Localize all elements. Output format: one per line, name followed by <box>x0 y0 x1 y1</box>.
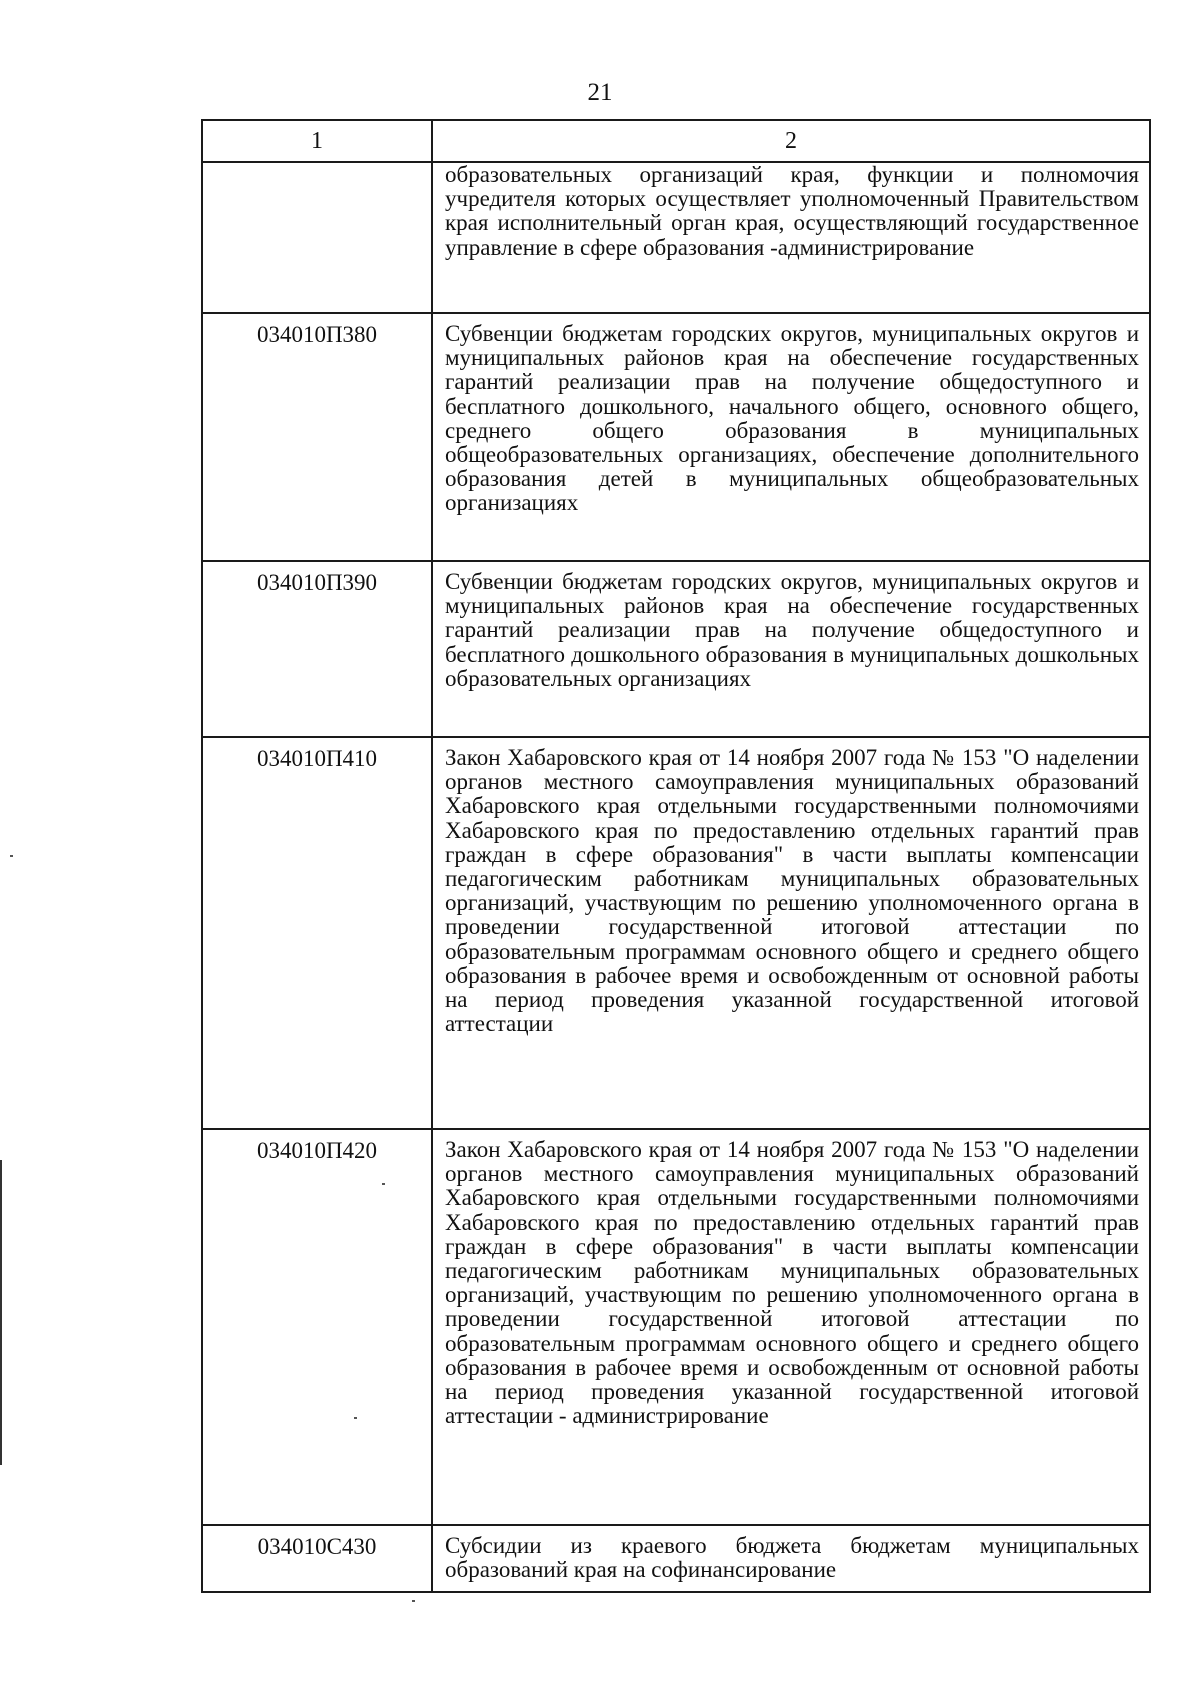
row-code: 034010П410 <box>202 737 432 1129</box>
table-row <box>202 1525 1150 1592</box>
row-description <box>432 1129 1150 1525</box>
column-header-code: 1 <box>202 120 432 162</box>
row-description <box>432 162 1150 313</box>
scan-speck <box>10 855 13 857</box>
budget-code-table <box>201 119 1151 1593</box>
scan-speck <box>354 1417 357 1419</box>
row-description <box>432 561 1150 737</box>
row-description-text: Закон Хабаровского края от 14 ноября 2007 года № 153 "О наделении органов местного самоуправления муниципальных образований Хабаровского края отдельными государственными полномочиями Хабаровского края по предоставлению отдельных гарантий прав граждан в сфере образования" в части выплаты компенсации педагогическим работникам муниципальных образовательных организаций, участвующим по решению уполномоченного органа в проведении государственной итоговой аттестации по образовательным программам основного общего и среднего общего образования в рабочее время и освобожденным от основной работы на период проведения указанной государственной итоговой аттестации - администрирование <box>445 1137 1139 1429</box>
table-row <box>202 737 1150 1129</box>
table-row <box>202 1129 1150 1525</box>
row-description-text: образовательных организаций края, функции и полномочия учредителя которых осуществляет уполномоченный Правительством края исполнительный орган края, осуществляющий государственное управление в сфере образования -администрирование <box>445 162 1139 260</box>
column-header-description: 2 <box>432 120 1150 162</box>
row-description-text: Субсидии из краевого бюджета бюджетам муниципальных образований края на софинансирование <box>445 1533 1139 1583</box>
row-code: 034010П390 <box>202 561 432 737</box>
scan-speck <box>382 1183 385 1185</box>
row-description-text: Субвенции бюджетам городских округов, муниципальных округов и муниципальных районов края на обеспечение государственных гарантий реализации прав на получение общедоступного и бесплатного дошкольного образования в муниципальных дошкольных образовательных организациях <box>445 569 1139 691</box>
row-description-text: Субвенции бюджетам городских округов, муниципальных округов и муниципальных районов края на обеспечение государственных гарантий реализации прав на получение общедоступного и бесплатного дошкольного, начального общего, основного общего, среднего общего образования в муниципальных общеобразовательных организациях, обеспечение дополнительного образования детей в муниципальных общеобразовательных организациях <box>445 321 1139 516</box>
row-description <box>432 737 1150 1129</box>
row-code: 034010С430 <box>202 1525 432 1592</box>
scan-speck <box>412 1600 415 1602</box>
page-number: 21 <box>587 79 613 106</box>
table-row <box>202 162 1150 313</box>
row-description <box>432 313 1150 561</box>
table-row <box>202 561 1150 737</box>
scan-margin-mark <box>0 1160 2 1465</box>
table-header-row <box>202 120 1150 162</box>
row-description <box>432 1525 1150 1592</box>
row-code <box>202 162 432 313</box>
row-code: 034010П420 <box>202 1129 432 1525</box>
table-row <box>202 313 1150 561</box>
row-code: 034010П380 <box>202 313 432 561</box>
row-description-text: Закон Хабаровского края от 14 ноября 2007 года № 153 "О наделении органов местного самоуправления муниципальных образований Хабаровского края отдельными государственными полномочиями Хабаровского края по предоставлению отдельных гарантий прав граждан в сфере образования" в части выплаты компенсации педагогическим работникам муниципальных образовательных организаций, участвующим по решению уполномоченного органа в проведении государственной итоговой аттестации по образовательным программам основного общего и среднего общего образования в рабочее время и освобожденным от основной работы на период проведения указанной государственной итоговой аттестации <box>445 745 1139 1037</box>
